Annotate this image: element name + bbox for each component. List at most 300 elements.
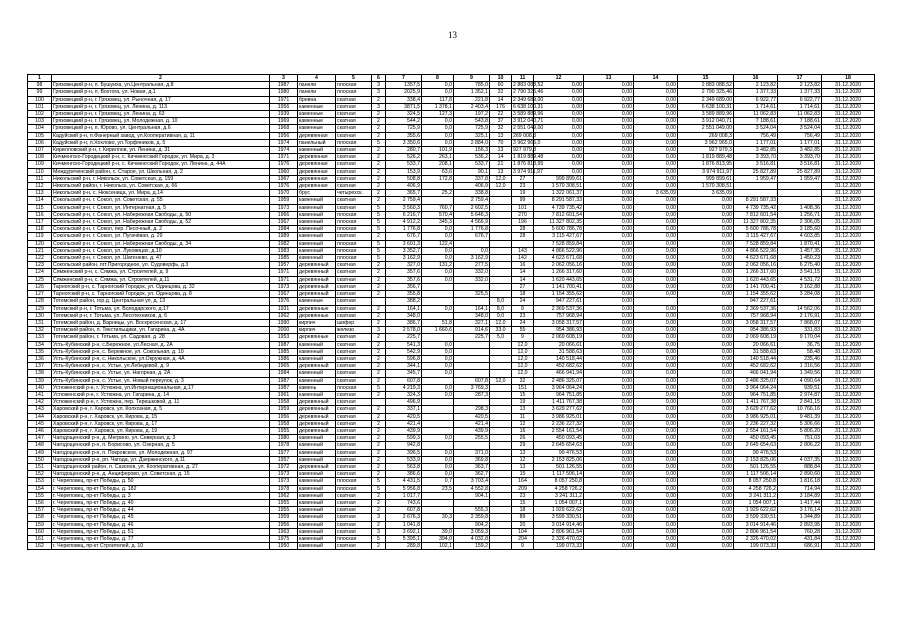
table-cell: 1 344,89 (778, 514, 822, 521)
table-cell: 105 (28, 132, 52, 139)
table-cell: деревянный (298, 427, 336, 434)
column-header: 16 (734, 75, 778, 82)
table-cell: 2 (372, 348, 386, 355)
table-cell (490, 449, 512, 456)
table-cell: 1989 (270, 233, 298, 240)
table-cell: 541,3 (386, 341, 422, 348)
table-cell: 3 635,09 (678, 190, 734, 197)
table-cell: 101,9 (422, 147, 454, 154)
table-cell: 0,00 (634, 521, 678, 528)
table-row (28, 348, 875, 355)
table-cell: 0,00 (678, 247, 734, 254)
table-row (28, 312, 875, 319)
table-cell: скатная (336, 298, 372, 305)
table-cell: 99 (28, 89, 52, 96)
table-cell: 0,00 (534, 147, 584, 154)
table-cell: 1 408,36 (778, 204, 822, 211)
table-cell: 109 (28, 161, 52, 168)
table-cell (490, 420, 512, 427)
table-cell: 2 (372, 305, 386, 312)
table-cell: 2 (372, 183, 386, 190)
table-cell: каменный (298, 456, 336, 463)
table-cell: 26 (512, 435, 534, 442)
table-cell: 154 (28, 485, 52, 492)
table-cell: 0,00 (678, 492, 734, 499)
table-cell: 369,8 (454, 456, 490, 463)
table-cell: 122,4 (422, 240, 454, 247)
table-cell: 14 (490, 96, 512, 103)
table-cell (454, 341, 490, 348)
address-cell: Тарногский р-н, с. Тарногский Городок, ул. Одинцова, д. 8 (52, 291, 270, 298)
table-cell: 0,0 (422, 139, 454, 146)
table-row (28, 219, 875, 226)
table-cell: 160 (28, 528, 52, 535)
table-cell: 0,00 (678, 219, 734, 226)
table-row (28, 190, 875, 197)
table-cell: 130 (28, 312, 52, 319)
table-cell: 1 620 443,65 (734, 276, 778, 283)
table-cell: 5 (372, 204, 386, 211)
table-cell: 947 227,61 (734, 298, 778, 305)
table-cell: 28 (512, 233, 534, 240)
table-cell: 0,00 (678, 427, 734, 434)
table-cell: 5 (372, 384, 386, 391)
column-header: 12 (534, 75, 584, 82)
table-cell: 0,00 (634, 168, 678, 175)
table-cell: 225,7 (386, 334, 422, 341)
table-cell: 5 (372, 247, 386, 254)
table-cell: 117,8 (422, 96, 454, 103)
table-cell: 1978 (270, 442, 298, 449)
table-cell: каменный (298, 233, 336, 240)
address-cell: Грязовецкий р-н, г. Грязовец, ул. Ленина, д. 63 (52, 111, 270, 118)
table-cell: 0,00 (584, 478, 634, 485)
table-cell: 1957 (270, 456, 298, 463)
table-cell: скатная (336, 370, 372, 377)
table-cell: 466 041,94 (534, 370, 584, 377)
table-cell: 116 (28, 211, 52, 218)
table-cell (454, 355, 490, 362)
table-cell: 31.12.2020 (822, 363, 875, 370)
table-cell: 23 (512, 492, 534, 499)
table-cell: скатная (336, 377, 372, 384)
table-cell: 0,00 (634, 305, 678, 312)
table-cell: 3 014 914,46 (734, 521, 778, 528)
table-cell: 31.12.2020 (822, 478, 875, 485)
table-cell: 533,7 (454, 161, 490, 168)
table-cell: 136 (28, 355, 52, 362)
table-cell (490, 413, 512, 420)
table-cell (490, 507, 512, 514)
table-cell: 420,5 (386, 413, 422, 420)
table-cell: 18 (512, 507, 534, 514)
table-cell: 0,00 (678, 377, 734, 384)
table-cell: 1 017,7 (386, 492, 422, 499)
table-cell: 5 (372, 536, 386, 543)
table-cell: 1 141 700,41 (534, 283, 584, 290)
table-cell: каменный (298, 204, 336, 211)
table-cell: 155 (28, 492, 52, 499)
column-header: 10 (490, 75, 512, 82)
table-cell: 2 (372, 197, 386, 204)
table-cell: каменный (298, 485, 336, 492)
table-cell: скатная (336, 96, 372, 103)
table-cell: деревянный (298, 276, 336, 283)
table-cell: 1961 (270, 391, 298, 398)
table-cell: 0,00 (584, 211, 634, 218)
address-cell: Харовский р-н, г. Харовск, ул. Кирова, д. 15 (52, 413, 270, 420)
table-cell: 60 (490, 82, 512, 89)
address-cell: Сямженский р-н, с. Сямжа, ул. Строителей, д.11 (52, 276, 270, 283)
table-cell: 3 162,9 (454, 255, 490, 262)
table-cell: 118 (28, 226, 52, 233)
table-cell: 29 (512, 442, 534, 449)
table-cell: 0,00 (584, 247, 634, 254)
table-cell: скатная (336, 442, 372, 449)
table-cell: скатная (336, 363, 372, 370)
table-cell: 10 766,16 (778, 406, 822, 413)
table-cell: каменный (298, 348, 336, 355)
table-cell: скатная (336, 161, 372, 168)
table-cell: 0,00 (634, 139, 678, 146)
table-cell: каменный (298, 219, 336, 226)
table-cell: 1 660,6 (422, 327, 454, 334)
table-cell: скатная (336, 521, 372, 528)
table-cell: 0,00 (534, 111, 584, 118)
table-cell: 0,0 (422, 355, 454, 362)
table-cell: 1939 (270, 111, 298, 118)
table-cell: 0,00 (534, 139, 584, 146)
table-cell: 0,00 (584, 348, 634, 355)
table-cell: 5 (372, 478, 386, 485)
table-cell: деревянная (298, 168, 336, 175)
table-cell: 2 645 654,63 (534, 442, 584, 449)
table-cell: 31.12.2020 (822, 528, 875, 535)
table-cell (512, 240, 534, 247)
table-cell: 1973 (270, 283, 298, 290)
table-cell: 32 (512, 377, 534, 384)
table-cell: плоская (336, 240, 372, 247)
table-cell: 2 884,0 (454, 139, 490, 146)
table-cell: 235,46 (778, 355, 822, 362)
table-cell: 2 (372, 471, 386, 478)
table-cell: 31.12.2020 (822, 197, 875, 204)
column-header: 8 (422, 75, 454, 82)
table-cell: 2 759,4 (386, 197, 422, 204)
table-cell (490, 536, 512, 543)
register-table (27, 74, 875, 550)
table-cell: 9 170,04 (778, 334, 822, 341)
table-cell: 563,8 (386, 463, 422, 470)
table-cell (778, 449, 822, 456)
table-cell: 2 069 608,19 (534, 334, 584, 341)
table-cell: каменный (298, 240, 336, 247)
table-row (28, 334, 875, 341)
table-cell: 0,00 (634, 327, 678, 334)
table-cell: 1966 (270, 211, 298, 218)
table-cell: 1357,5 (386, 82, 422, 89)
table-cell: 0,00 (584, 507, 634, 514)
table-cell: 106 (28, 139, 52, 146)
table-cell: 0,0 (422, 456, 454, 463)
table-cell: 277,5 (454, 262, 490, 269)
table-cell: скатная (336, 449, 372, 456)
table-cell: 348,0 (386, 312, 422, 319)
table-cell: 1987 (270, 82, 298, 89)
address-cell: Устюженский р-н, г. Устюжна, ул.Интернациональная, д.17 (52, 384, 270, 391)
table-cell: 3 541,15 (778, 269, 822, 276)
table-cell: 102 (28, 111, 52, 118)
table-cell: 756,49 (778, 132, 822, 139)
table-cell: 0,00 (534, 132, 584, 139)
table-cell: 5 (372, 219, 386, 226)
address-cell: г. Череповец, пр-кт Победы, д. 182 (52, 485, 270, 492)
table-cell: 2 069 608,19 (734, 334, 778, 341)
table-cell: 1 959,47 (734, 175, 778, 182)
address-cell: Сокольский р-н, г. Сокол, ул. Луковицах, д.10 (52, 247, 270, 254)
table-cell: 20 066,61 (534, 341, 584, 348)
table-cell: 1 054 007,1 (734, 499, 778, 506)
table-cell: 0,00 (678, 341, 734, 348)
table-cell: 3 393,70 (778, 154, 822, 161)
table-cell: 31.12.2020 (822, 204, 875, 211)
address-cell: Тотемский район, гор.д. Центральная ул, д. 13 (52, 298, 270, 305)
table-cell: 0,00 (634, 435, 678, 442)
table-cell: 0,0 (422, 471, 454, 478)
table-cell: 1971 (270, 269, 298, 276)
table-cell: 5 956,8 (386, 485, 422, 492)
table-cell: панели (298, 82, 336, 89)
table-row (28, 147, 875, 154)
table-cell: 23 (512, 183, 534, 190)
table-cell: 3 014 914,46 (534, 521, 584, 528)
table-cell: 7 528 859,84 (734, 240, 778, 247)
table-cell: 5 (372, 211, 386, 218)
table-cell: 3 986 925,01 (734, 413, 778, 420)
table-cell: скатная (336, 154, 372, 161)
table-cell: 3 629 277,62 (734, 406, 778, 413)
table-cell: 12,0 (490, 183, 512, 190)
table-cell: 0,00 (634, 161, 678, 168)
table-cell: 103 (28, 118, 52, 125)
table-cell: 7 528 859,84 (534, 240, 584, 247)
table-cell: деревянные (298, 334, 336, 341)
table-row (28, 111, 875, 118)
table-row (28, 485, 875, 492)
table-cell (422, 507, 454, 514)
table-cell: 164 (512, 478, 534, 485)
table-cell: 0,00 (634, 183, 678, 190)
table-cell: 1980 (270, 89, 298, 96)
table-cell: 11 327 802,35 (534, 219, 584, 226)
table-cell: 2 (372, 132, 386, 139)
table-cell: 1 177,01 (734, 139, 778, 146)
table-row (28, 384, 875, 391)
address-cell: Сямженский р-н, с. Сямжа, ул. Строителей, д. 9 (52, 269, 270, 276)
table-cell: 1 876 813,95 (513, 161, 544, 168)
table-cell: каменный (298, 211, 336, 218)
table-cell: деревянный (298, 406, 336, 413)
table-cell: 129 (28, 305, 52, 312)
table-cell: 1962 (270, 492, 298, 499)
table-cell: 2 806,22 (778, 442, 822, 449)
table-cell: 2 841,15 (778, 399, 822, 406)
table-cell (422, 298, 454, 305)
table-cell: 153 (28, 478, 52, 485)
table-cell: 2 (372, 96, 386, 103)
table-cell: 0,00 (634, 132, 678, 139)
table-cell: 2 236 227,32 (534, 420, 584, 427)
table-cell: 14 (490, 154, 512, 161)
table-cell: 2 062 056,16 (534, 262, 584, 269)
table-cell: 31.12.2020 (822, 399, 875, 406)
address-cell: Чагодощенский район, п. Сазонов, ул. Кооперативная, д. 27 (52, 463, 270, 470)
address-cell: Тотемский район, г. Тотьма, ул. Садовая, д. 28 (52, 334, 270, 341)
table-row (28, 283, 875, 290)
table-cell: 2 806 961,54 (734, 528, 778, 535)
table-cell (678, 298, 734, 305)
table-cell: каменный (298, 499, 336, 506)
table-cell: 2 806 961,54 (534, 528, 584, 535)
table-cell: 3 058 317,57 (534, 319, 584, 326)
table-row (28, 118, 875, 125)
table-cell: 2 551 049,00 (678, 125, 734, 132)
table-cell: 2 369 537,36 (734, 305, 778, 312)
table-cell: 0,00 (634, 370, 678, 377)
table-cell (454, 399, 490, 406)
table-cell: 1959 (270, 514, 298, 521)
table-cell: 1 929 622,62 (534, 507, 584, 514)
table-cell: 3 629 277,62 (534, 406, 584, 413)
table-cell: 125 (28, 276, 52, 283)
table-cell: 607,8 (386, 377, 422, 384)
table-cell: 0,00 (584, 132, 634, 139)
table-cell: 725,9 (454, 125, 490, 132)
table-cell: 325,1 (454, 132, 490, 139)
table-cell (490, 226, 512, 233)
table-cell: 0,00 (634, 406, 678, 413)
table-cell: 0,00 (584, 399, 634, 406)
table-cell: 0,00 (584, 370, 634, 377)
table-cell: каменный (298, 514, 336, 521)
table-cell: 101 (28, 103, 52, 110)
table-cell: каменный (298, 370, 336, 377)
table-cell: 1 816,18 (778, 478, 822, 485)
table-cell: 3 974 911,97 (513, 168, 543, 175)
table-cell: скатная (336, 312, 372, 319)
table-cell: 344,1 (386, 363, 422, 370)
table-cell: 0,00 (634, 543, 678, 550)
table-row (28, 89, 875, 96)
table-cell: 3 (372, 82, 386, 89)
table-cell: 113 (28, 190, 52, 197)
table-cell: 0,00 (584, 413, 634, 420)
address-cell: Грязовецкий р-н, г. Грязовец, ул. Молодежная, д. 10 (52, 118, 270, 125)
table-cell: 1969 (270, 118, 298, 125)
table-cell: 131 (28, 319, 52, 326)
table-cell: 172,8 (422, 175, 454, 182)
table-cell: скатная (336, 499, 372, 506)
table-cell: 508,8 (386, 175, 422, 182)
table-cell (422, 197, 454, 204)
table-cell: 676,7 (454, 233, 490, 240)
table-cell: каменный (298, 528, 336, 535)
table-cell (634, 298, 678, 305)
table-row (28, 435, 875, 442)
table-cell: 0,00 (678, 211, 734, 218)
table-cell: 3 986 925,01 (534, 413, 584, 420)
table-cell: скатная (336, 528, 372, 535)
table-cell: 100 (28, 96, 52, 103)
table-cell (422, 442, 454, 449)
table-cell: 39,0 (422, 528, 454, 535)
table-cell: 13 (490, 168, 512, 175)
address-cell: г. Череповец, пр-кт Победы, д. 40 (52, 499, 270, 506)
table-cell: 1962 (270, 312, 298, 319)
table-cell: 1 870,41 (778, 240, 822, 247)
table-cell: каменный (298, 377, 336, 384)
column-header: 1 (28, 75, 52, 82)
address-cell: Тотемский район, д. Варницы, ул. Воскресенская, д. 17 (52, 319, 270, 326)
table-cell: деревянный (298, 269, 336, 276)
header-row (28, 75, 875, 82)
column-header: 17 (778, 75, 822, 82)
table-cell: 607,8 (386, 507, 422, 514)
table-cell: 197,2 (454, 111, 490, 118)
column-header: 13 (584, 75, 634, 82)
table-cell: 1955 (270, 499, 298, 506)
table-cell: 4 431,5 (386, 478, 422, 485)
column-header: 9 (454, 75, 490, 82)
table-cell: 1960 (270, 168, 298, 175)
table-cell (490, 471, 512, 478)
table-cell: 134 (28, 341, 52, 348)
table-cell: 0,00 (534, 96, 584, 103)
table-cell: 31.12.2020 (822, 118, 875, 125)
table-cell: 4 739 735,42 (734, 204, 778, 211)
table-cell: 31.12.2020 (822, 103, 875, 110)
table-row (28, 197, 875, 204)
table-cell: 0,00 (678, 543, 734, 550)
table-cell: 0,00 (584, 125, 634, 132)
table-cell: 0,00 (678, 370, 734, 377)
table-row (28, 492, 875, 499)
table-cell: скатная (336, 543, 372, 550)
table-cell: 2 (372, 147, 386, 154)
table-cell: деревянный (298, 262, 336, 269)
table-cell: 140 (28, 384, 52, 391)
table-cell: бревна (298, 96, 336, 103)
table-row (28, 319, 875, 326)
table-cell: 31.12.2020 (822, 471, 875, 478)
table-cell: 32 (490, 89, 512, 96)
table-row (28, 103, 875, 110)
table-cell: 156,3 (454, 147, 490, 154)
table-cell: 0,0 (422, 118, 454, 125)
table-cell: 5 806,20 (778, 427, 822, 434)
table-cell: 269 008,3 (678, 132, 734, 139)
table-cell: 536,2 (454, 154, 490, 161)
table-cell: 14 (512, 276, 534, 283)
table-cell: 0,0 (422, 363, 454, 370)
table-cell: 11 062,83 (734, 111, 778, 118)
table-cell: 1 819 889,48 (513, 154, 544, 161)
table-cell: 888,84 (778, 463, 822, 470)
table-cell: 0,00 (678, 521, 734, 528)
table-cell: 153,9 (386, 168, 422, 175)
table-cell: 263,1 (422, 154, 454, 161)
table-cell: 0,00 (634, 269, 678, 276)
